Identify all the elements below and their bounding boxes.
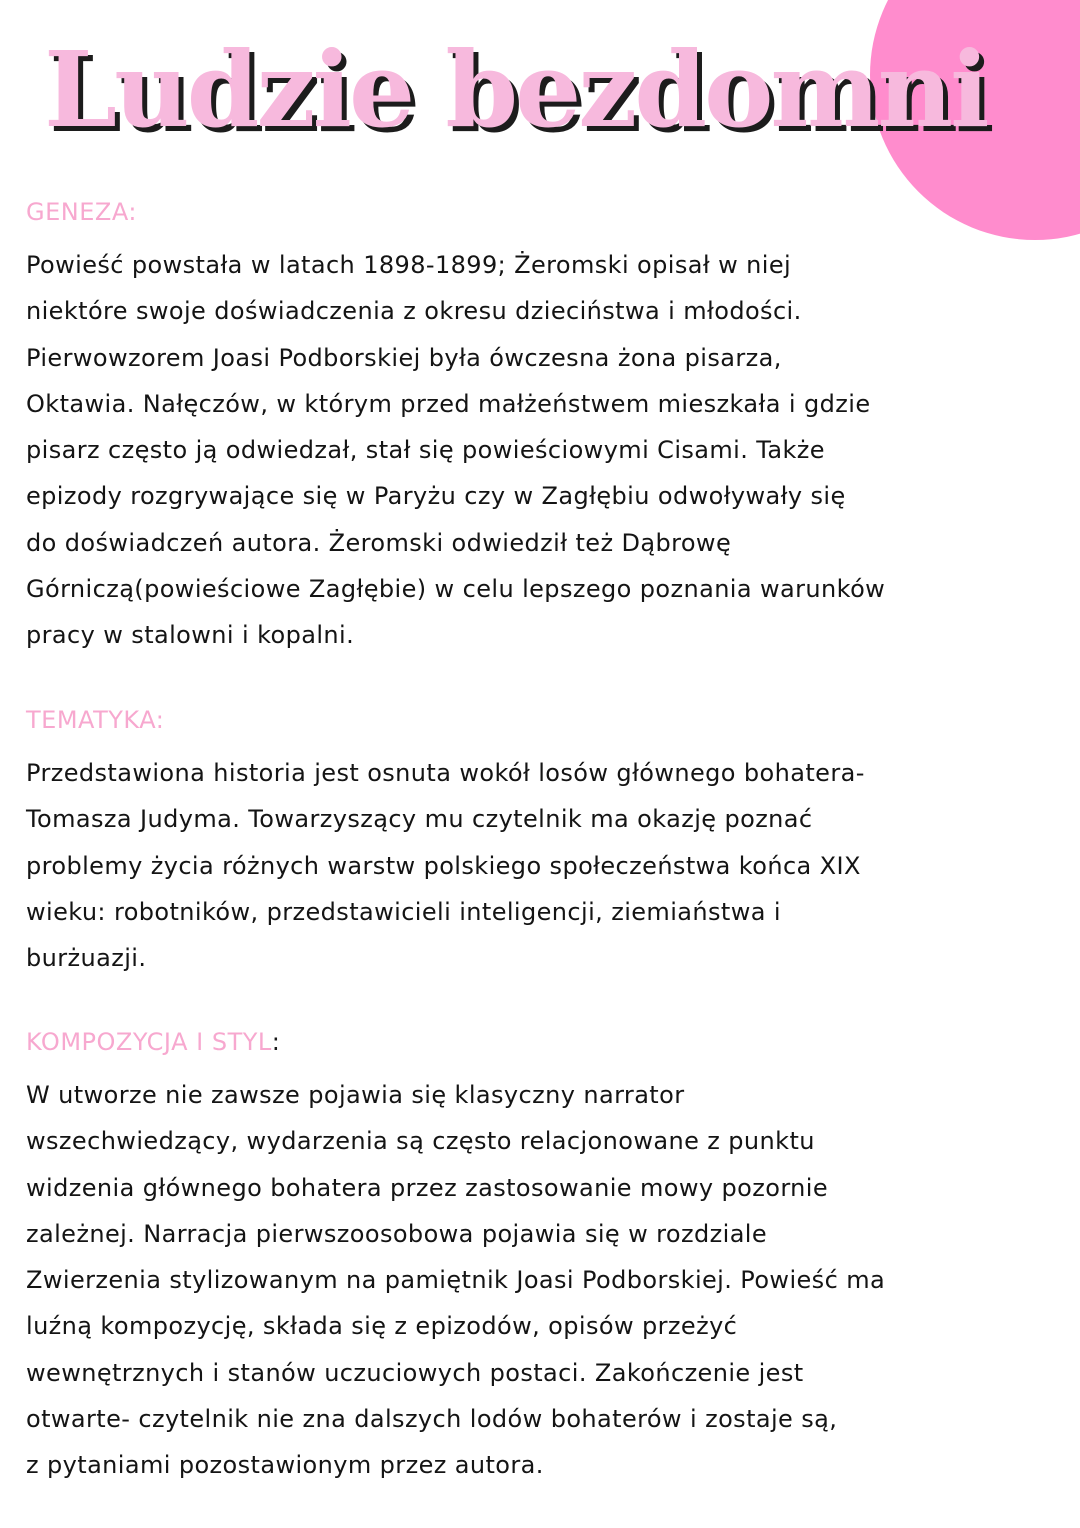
section-kompozycja (26, 1030, 1056, 1489)
section-heading-kompozycja-label: KOMPOZYCJA I STYL (26, 1028, 272, 1056)
section-heading-geneza: GENEZA: (26, 198, 137, 226)
section-text-tematyka: Przedstawiona historia jest osnuta wokół losów głównego bohatera- Tomasza Judyma. Towarzyszący mu czytelnik ma okazję poznać problemy życia różnych warstw polskiego społeczeństwa końca XIX wieku: robotników, przedstawicieli inteligencji, ziemiaństwa i burżuazji. (26, 759, 865, 973)
section-heading-kompozycja (26, 1030, 1056, 1054)
section-tematyka (26, 708, 1056, 981)
section-heading-kompozycja-colon: : (271, 1028, 281, 1056)
section-geneza (26, 200, 1056, 659)
page-title: Ludzie bezdomni (44, 28, 987, 151)
section-text-kompozycja: W utworze nie zawsze pojawia się klasyczny narrator wszechwiedzący, wydarzenia są często relacjonowane z punktu widzenia głównego bohatera przez zastosowanie mowy pozornie zależnej. Narracja pierwszoosobowa pojawia się w rozdziale Zwierzenia stylizowanym na pamiętnik Joasi Podborskiej. Powieść ma luźną kompozycję, składa się z epizodów, opisów przeżyć wewnętrznych i stanów uczuciowych postaci. Zakończenie jest otwarte- czytelnik nie zna dalszych lodów bohaterów i zostaje są, z pytaniami pozostawionym przez autora. (26, 1081, 886, 1480)
section-heading-tematyka: TEMATYKA: (26, 706, 165, 734)
section-text-geneza: Powieść powstała w latach 1898-1899; Żeromski opisał w niej niektóre swoje doświadczenia z okresu dzieciństwa i młodości. Pierwowzorem Joasi Podborskiej była ówczesna żona pisarza, Oktawia. Nałęczów, w którym przed małżeństwem mieszkała i gdzie pisarz często ją odwiedzał, stał się powieściowymi Cisami. Także epizody rozgrywające się w Paryżu czy w Zagłębiu odwoływały się do doświadczeń autora. Żeromski odwiedził też Dąbrowę Górniczą(powieściowe Zagłębie) w celu lepszego poznania warunków pracy w stalowni i kopalni. (26, 251, 886, 650)
